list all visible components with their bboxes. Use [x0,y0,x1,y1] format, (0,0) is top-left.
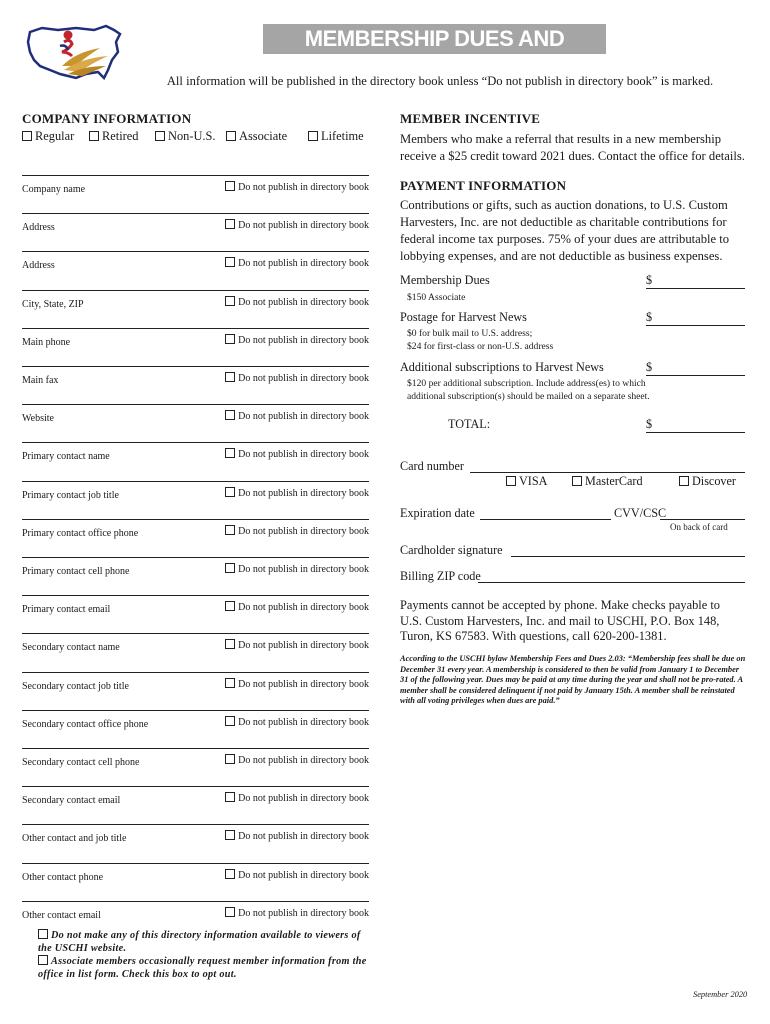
field-label: Primary contact email [22,604,111,616]
type-retired[interactable] [89,129,138,144]
subscriptions-note-1: $120 per additional subscription. Include address(es) to which [407,378,646,389]
subscriptions-amount[interactable] [646,360,745,376]
no-publish-label: Do not publish in directory book [238,564,369,575]
no-publish-checkbox[interactable] [225,487,235,497]
no-publish-checkbox[interactable] [225,181,235,191]
no-publish-label: Do not publish in directory book [238,716,369,728]
subscriptions-label: Additional subscriptions to Harvest News [400,360,604,374]
field-label: Main fax [22,375,59,386]
signature-input[interactable] [511,542,745,557]
no-publish-label: Do not publish in directory book [238,602,369,614]
no-publish-checkbox[interactable] [225,869,235,879]
field-input-line[interactable] [22,748,369,749]
field-input-line[interactable] [22,710,369,711]
no-publish-label: Do not publish in directory book [238,525,369,537]
field-input-line[interactable] [22,175,369,176]
company-field-row[interactable] [22,433,369,471]
card-mastercard[interactable] [572,474,643,489]
bylaw-note: According to the USCHI bylaw Membership Fees and Dues 2.03: “Membership fees shall be due on December 31 every year. A membership is considered to then be valid from January 1 to December 31 of the following year. Dues may be paid at any time during the year and shall not be pro-rated. A member shall be considered delinquent if not paid by January 15th. A member shall be reinstated with all voting privileges when dues are paid.” [400,654,746,705]
incentive-text: Members who make a referral that results in a new membership receive a $25 credit toward 2021 dues. Contact the office for details. [400,132,745,163]
postage-label: Postage for Harvest News [400,310,527,324]
type-label: Lifetime [321,129,364,143]
no-publish-checkbox[interactable] [225,219,235,229]
no-publish-option[interactable] [225,372,369,384]
field-label: Other contact email [22,909,101,921]
card-number-label: Card number [400,459,464,473]
company-field-row[interactable] [22,242,369,280]
payment-instructions: Payments cannot be accepted by phone. Make checks payable to U.S. Custom Harvesters, Inc. and mail to USCHI, P.O. Box 148, Turon, KS 67583. With questions, call 620-200-1381. [400,598,720,643]
field-label: Other contact and job title [22,833,127,845]
no-publish-option[interactable] [225,907,369,919]
field-input-line[interactable] [22,251,369,252]
type-regular[interactable] [22,129,74,144]
currency: $ [646,417,653,431]
no-publish-checkbox[interactable] [225,448,235,458]
cvv-input[interactable] [660,505,745,520]
checkbox-website-optout[interactable] [38,929,48,939]
type-label: Non-U.S. [168,129,216,143]
company-field-row[interactable] [22,777,369,815]
no-publish-checkbox[interactable] [225,639,235,649]
type-associate[interactable] [226,129,287,144]
company-field-row[interactable] [22,472,369,510]
field-input-line[interactable] [22,672,369,673]
no-publish-label: Do not publish in directory book [238,373,369,384]
field-input-line[interactable] [22,442,369,443]
no-publish-option[interactable] [225,525,369,537]
no-publish-label: Do not publish in directory book [238,334,369,346]
no-publish-label: Do not publish in directory book [238,907,369,919]
form-date: September 2020 [693,990,748,999]
no-publish-option[interactable] [225,448,369,460]
no-publish-label: Do not publish in directory book [238,793,369,805]
currency: $ [646,360,653,374]
total-amount[interactable] [646,417,745,433]
company-field-row[interactable] [22,701,369,739]
company-heading: COMPANY INFORMATION [22,111,192,126]
field-label: Secondary contact cell phone [22,757,140,768]
field-label: Secondary contact office phone [22,718,149,730]
no-publish-option[interactable] [225,181,369,193]
subscriptions-note-2: additional subscription(s) should be mailed on a separate sheet. [407,391,650,402]
field-label: Primary contact cell phone [22,566,130,577]
field-input-line[interactable] [22,901,369,902]
no-publish-option[interactable] [225,754,369,766]
field-label: Primary contact office phone [22,527,139,539]
no-publish-option[interactable] [225,678,369,690]
no-publish-option[interactable] [225,792,369,804]
list-optout[interactable] [38,955,368,981]
company-field-row[interactable] [22,281,369,319]
postage-note-1: $0 for bulk mail to U.S. address; [407,328,533,339]
company-field-row[interactable] [22,166,369,204]
company-field-row[interactable] [22,892,369,930]
incentive-heading: MEMBER INCENTIVE [400,111,541,126]
page-title: MEMBERSHIP DUES AND RENEWAL [263,24,606,54]
checkbox-discover[interactable] [679,476,689,486]
no-publish-label: Do not publish in directory book [238,678,369,690]
no-publish-option[interactable] [225,296,369,308]
page-subtitle: All information will be published in the directory book unless “Do not publish in directory book” is marked. [166,74,714,88]
company-field-row[interactable] [22,319,369,357]
company-field-row[interactable] [22,204,369,242]
no-publish-option[interactable] [225,716,369,728]
no-publish-checkbox[interactable] [225,792,235,802]
billing-zip-input[interactable] [478,568,745,583]
field-label: Website [22,413,54,425]
no-publish-option[interactable] [225,257,369,269]
company-field-row[interactable] [22,548,369,586]
no-publish-label: Do not publish in directory book [238,869,369,881]
field-label: Company name [22,184,86,195]
checkbox-associate[interactable] [226,131,236,141]
field-input-line[interactable] [22,213,369,214]
no-publish-label: Do not publish in directory book [238,487,369,499]
company-field-row[interactable] [22,357,369,395]
field-label: Address [22,260,55,272]
payment-heading: PAYMENT INFORMATION [400,178,567,193]
no-publish-label: Do not publish in directory book [238,640,369,652]
field-input-line[interactable] [22,595,369,596]
no-publish-checkbox[interactable] [225,372,235,382]
payment-text: Contributions or gifts, such as auction donations, to U.S. Custom Harvesters, Inc. are not deductible as charitable contributions for federal income tax purposes. 75% of your dues are attributable to lobbying expenses, and are not deductible as business expenses. [400,198,730,263]
field-label: Address [22,222,55,234]
field-input-line[interactable] [22,519,369,520]
cvv-note: On back of card [670,522,728,532]
type-label: Associate [239,129,288,143]
type-non-us[interactable] [155,129,216,144]
company-field-row[interactable] [22,624,369,662]
type-label: Retired [102,129,139,143]
field-input-line[interactable] [22,863,369,864]
no-publish-option[interactable] [225,219,369,231]
website-optout[interactable] [38,929,368,955]
cvv-label: CVV/CSC [614,506,667,520]
no-publish-label: Do not publish in directory book [238,831,369,843]
field-input-line[interactable] [22,328,369,329]
type-label: Regular [35,129,75,143]
company-field-row[interactable] [22,854,369,892]
type-lifetime[interactable] [308,129,364,144]
card-type-label: VISA [519,474,548,488]
field-label: City, State, ZIP [22,298,84,310]
membership-dues-amount[interactable] [646,273,745,289]
no-publish-option[interactable] [225,334,369,346]
card-type-label: Discover [692,474,736,488]
no-publish-option[interactable] [225,830,369,842]
card-visa[interactable] [506,474,547,489]
currency: $ [646,310,653,324]
no-publish-label: Do not publish in directory book [238,411,369,423]
checkbox-retired[interactable] [89,131,99,141]
field-label: Secondary contact job title [22,680,129,692]
no-publish-option[interactable] [225,601,369,613]
no-publish-label: Do not publish in directory book [238,220,369,232]
no-publish-option[interactable] [225,487,369,499]
no-publish-option[interactable] [225,563,369,575]
no-publish-label: Do not publish in directory book [238,258,369,270]
checkbox-lifetime[interactable] [308,131,318,141]
no-publish-checkbox[interactable] [225,296,235,306]
expiration-input[interactable] [480,505,611,520]
membership-dues-label: Membership Dues [400,273,490,287]
field-input-line[interactable] [22,290,369,291]
checkbox-non-us[interactable] [155,131,165,141]
no-publish-checkbox[interactable] [225,716,235,726]
field-input-line[interactable] [22,824,369,825]
no-publish-checkbox[interactable] [225,525,235,535]
no-publish-checkbox[interactable] [225,754,235,764]
company-field-row[interactable] [22,395,369,433]
company-field-row[interactable] [22,739,369,777]
card-discover[interactable] [679,474,736,489]
website-optout-text: Do not make any of this directory information available to viewers of the USCHI website. [38,930,361,954]
no-publish-label: Do not publish in directory book [238,755,369,766]
no-publish-label: Do not publish in directory book [238,296,369,308]
list-optout-text: Associate members occasionally request member information from the office in list form. Check this box to opt out. [38,956,367,980]
checkbox-regular[interactable] [22,131,32,141]
field-label: Primary contact name [22,451,110,463]
checkbox-list-optout[interactable] [38,955,48,965]
field-input-line[interactable] [22,366,369,367]
expiration-label: Expiration date [400,506,475,520]
no-publish-checkbox[interactable] [225,257,235,267]
company-field-row[interactable] [22,586,369,624]
total-label: TOTAL: [448,417,491,431]
field-label: Other contact phone [22,871,104,883]
billing-zip-label: Billing ZIP code [400,569,481,583]
no-publish-option[interactable] [225,410,369,422]
postage-amount[interactable] [646,310,745,326]
field-input-line[interactable] [22,633,369,634]
field-label: Primary contact job title [22,489,119,501]
no-publish-checkbox[interactable] [225,678,235,688]
company-field-row[interactable] [22,815,369,853]
field-label: Secondary contact name [22,642,120,654]
card-number-input[interactable] [470,458,745,473]
no-publish-label: Do not publish in directory book [238,182,369,193]
checkbox-visa[interactable] [506,476,516,486]
no-publish-checkbox[interactable] [225,830,235,840]
card-type-label: MasterCard [585,474,643,488]
field-label: Secondary contact email [22,795,121,807]
no-publish-label: Do not publish in directory book [238,449,369,461]
postage-note-2: $24 for first-class or non-U.S. address [407,341,554,352]
membership-dues-note: $150 Associate [407,292,466,303]
field-input-line[interactable] [22,404,369,405]
field-input-line[interactable] [22,786,369,787]
company-field-row[interactable] [22,510,369,548]
no-publish-option[interactable] [225,869,369,881]
currency: $ [646,273,653,287]
no-publish-checkbox[interactable] [225,410,235,420]
no-publish-checkbox[interactable] [225,601,235,611]
field-input-line[interactable] [22,481,369,482]
no-publish-checkbox[interactable] [225,907,235,917]
field-input-line[interactable] [22,557,369,558]
signature-label: Cardholder signature [400,543,503,557]
no-publish-option[interactable] [225,639,369,651]
checkbox-mastercard[interactable] [572,476,582,486]
field-label: Main phone [22,336,71,348]
no-publish-checkbox[interactable] [225,563,235,573]
company-field-row[interactable] [22,663,369,701]
no-publish-checkbox[interactable] [225,334,235,344]
